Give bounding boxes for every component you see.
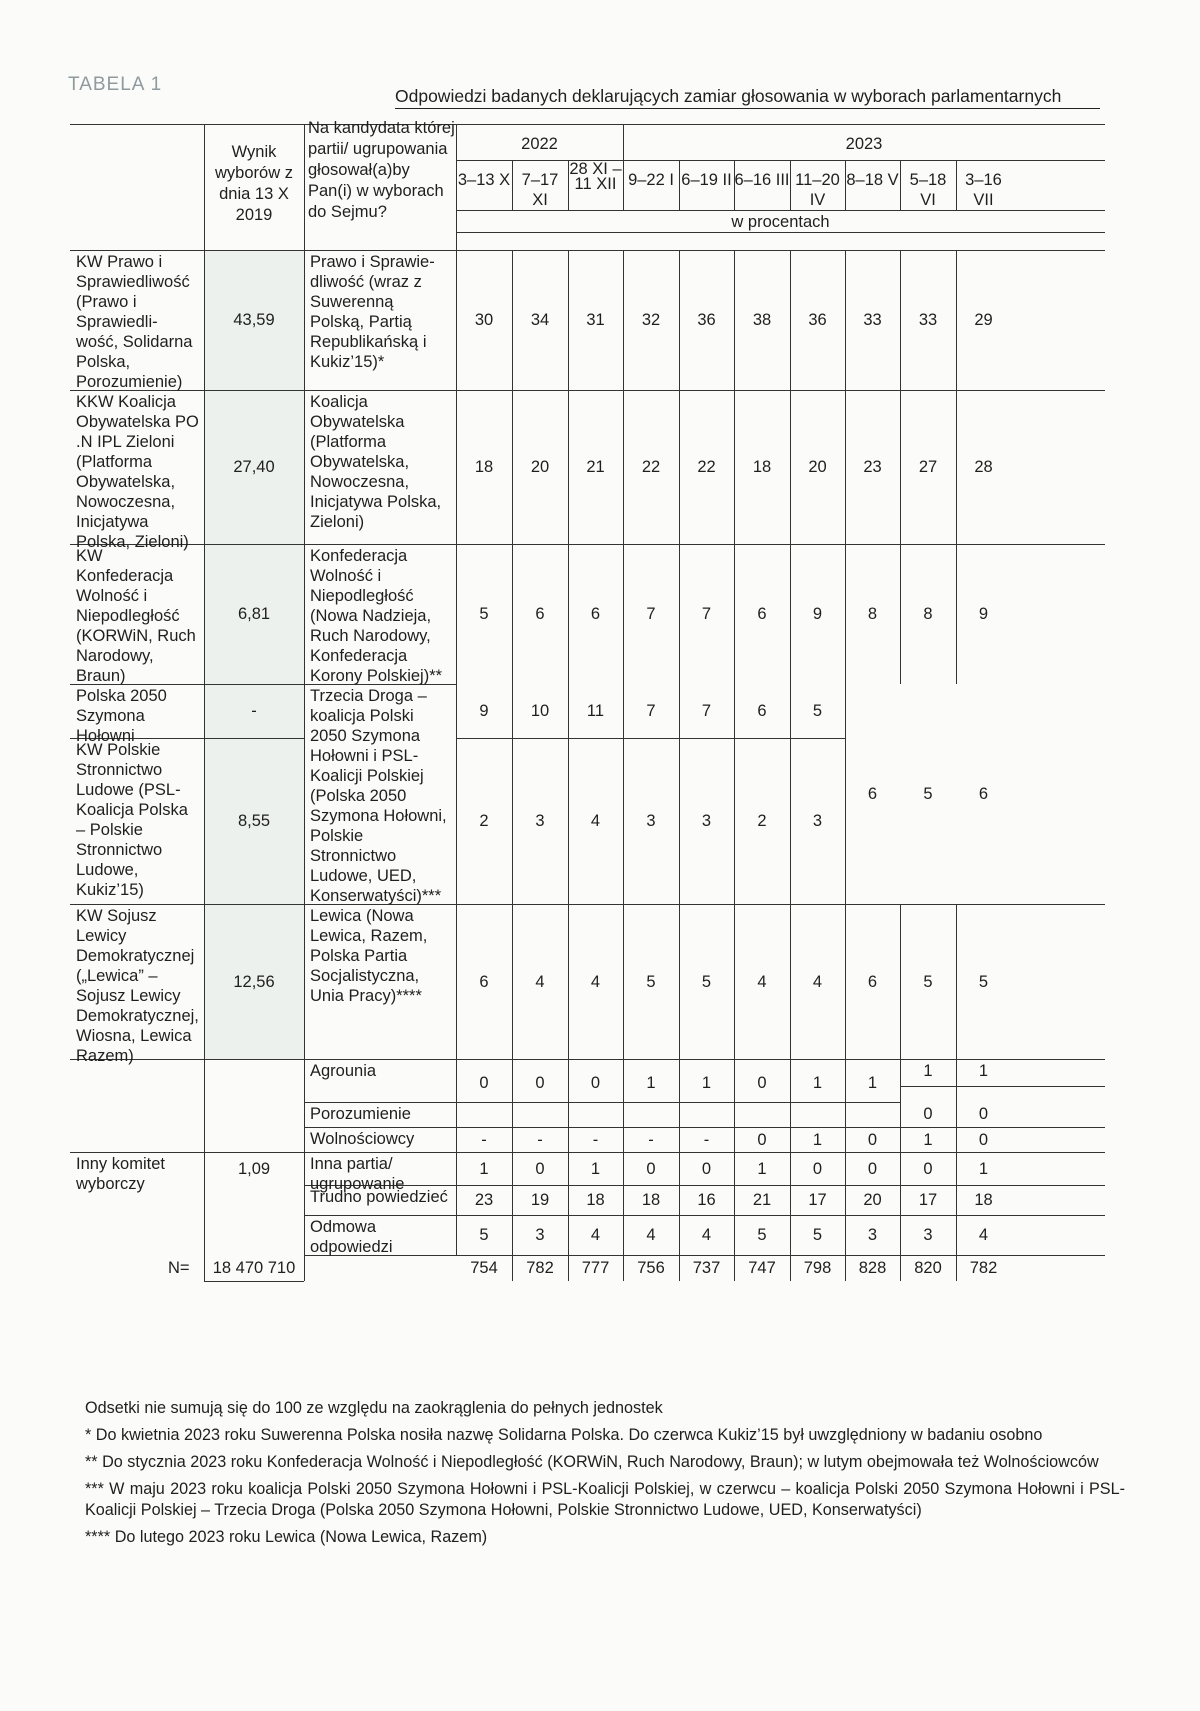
value-cell: 5	[812, 1226, 823, 1244]
value-cell: 20	[808, 458, 827, 476]
period-2: 7–17 XI	[521, 171, 559, 209]
value-cell: 4	[590, 972, 601, 991]
value-cell: 18	[752, 458, 772, 476]
committee-name: Inny komitet wyborczy	[76, 1155, 165, 1193]
election-result: 12,56	[233, 972, 275, 991]
value-cell: 0	[646, 1159, 656, 1178]
totals-value: 782	[969, 1259, 998, 1277]
grid-line-horizontal	[70, 544, 1105, 545]
totals-value: 820	[914, 1259, 942, 1277]
value-cell: 23	[863, 458, 882, 476]
value-cell: 1	[812, 1130, 823, 1149]
party-name: Porozumienie	[310, 1105, 411, 1123]
totals-label: N=	[168, 1259, 190, 1277]
footnote-2: ** Do stycznia 2023 roku Konfederacja Wolność i Niepodległość (KORWiN, Ruch Narodowy, Braun); w lutym obejmowała też Wolnościowców	[85, 1453, 1099, 1471]
value-cell: 6	[535, 605, 545, 623]
value-cell: 5	[757, 1226, 767, 1244]
footnote-3: *** W maju 2023 roku koalicja Polski 2050 Szymona Hołowni i PSL-Koalicji Polskiej, w czerwcu – koalicja Polski 2050 Szymona Hołowni i PSL-Koalicji Polskiej – Trzecia Droga (Polska 2050 Szymona Hołowni, Polskie Stronnictwo Ludowe, UED, Konserwatyści)	[85, 1480, 1125, 1519]
value-cell: 0	[479, 1074, 489, 1092]
value-cell: 7	[646, 605, 656, 623]
value-cell: 34	[530, 311, 550, 329]
grid-line-horizontal	[70, 124, 1105, 125]
grid-line-horizontal	[456, 160, 1105, 161]
value-cell: 28	[974, 458, 993, 476]
value-cell: 9	[978, 605, 989, 623]
value-cell: 7	[701, 605, 712, 623]
totals-value: 828	[858, 1259, 887, 1277]
grid-line-horizontal	[304, 1127, 1105, 1128]
value-cell: 10	[530, 702, 550, 720]
value-cell: 0	[978, 1130, 989, 1149]
value-cell: 18	[474, 458, 494, 476]
value-cell: 3	[701, 812, 712, 830]
value-cell: 0	[535, 1159, 545, 1178]
grid-line-horizontal	[456, 738, 845, 739]
party-name: Trzecia Droga – koalicja Polski 2050 Szymona Hołowni i PSL-Koalicji Polskiej (Polska 2050 Szymona Hołowni, Polskie Stronnictwo Ludowe, UED, Konserwatyści)***	[310, 687, 447, 905]
party-name: Inna partia/ ugrupowanie	[310, 1155, 405, 1193]
year-2023: 2023	[845, 135, 883, 153]
value-cell: 1	[646, 1074, 656, 1092]
value-cell: 5	[923, 972, 933, 991]
value-cell: 6	[867, 972, 878, 991]
party-name: Koalicja Obywatelska (Platforma Obywatelska, Nowoczesna, Inicjatywa Polska, Zieloni)	[310, 393, 442, 531]
result-column-shading	[205, 250, 304, 1059]
value-cell: 2	[757, 812, 767, 830]
value-cell: 0	[812, 1159, 823, 1178]
footnotes	[85, 1398, 1125, 1554]
election-result: 6,81	[237, 605, 271, 623]
value-cell: 33	[863, 311, 882, 329]
value-cell: 21	[752, 1191, 772, 1209]
value-cell: 20	[863, 1191, 882, 1209]
totals-value: 777	[581, 1259, 610, 1277]
totals-value: 747	[748, 1259, 776, 1277]
totals-value: 737	[692, 1259, 721, 1277]
value-cell: 18	[641, 1191, 661, 1209]
value-cell: 33	[918, 311, 938, 329]
party-name: Lewica (Nowa Lewica, Razem, Polska Partia Socjalistyczna, Unia Pracy)****	[310, 907, 428, 1005]
value-cell: 38	[752, 311, 772, 329]
grid-line-horizontal	[70, 1152, 1105, 1153]
value-cell: 29	[974, 311, 993, 329]
year-2022: 2022	[521, 135, 558, 153]
value-cell: 4	[701, 1226, 712, 1244]
committee-name: KW Konfederacja Wolność i Niepodległość (KORWiN, Ruch Narodowy, Braun)	[76, 547, 196, 685]
grid-line-horizontal	[70, 1059, 1105, 1060]
value-cell: 31	[586, 311, 605, 329]
value-cell: 4	[812, 972, 823, 991]
totals-value: 754	[470, 1259, 498, 1277]
footnote-rounding: Odsetki nie sumują się do 100 ze względu na zaokrąglenia do pełnych jednostek	[85, 1399, 663, 1417]
grid-line-horizontal	[70, 390, 1105, 391]
value-cell: 1	[867, 1074, 878, 1092]
table-number: TABELA 1	[68, 74, 163, 95]
footnote-4: **** Do lutego 2023 roku Lewica (Nowa Lewica, Razem)	[85, 1528, 488, 1546]
value-cell: -	[592, 1130, 599, 1149]
value-cell: 7	[646, 702, 656, 720]
grid-line-horizontal	[304, 1215, 1105, 1216]
value-cell: 36	[808, 311, 827, 329]
value-cell: 1	[978, 1159, 989, 1178]
value-cell: 6	[978, 785, 989, 803]
period-6: 6–16 III	[734, 171, 790, 189]
value-cell: 5	[646, 972, 656, 991]
value-cell: 7	[701, 702, 712, 720]
question-column-header: Na kandydata której partii/ ugrupowania głosował(a)by Pan(i) w wyborach do Sejmu?	[308, 119, 455, 221]
period-10: 3–16 VII	[965, 171, 1002, 209]
value-cell: 6	[590, 605, 601, 623]
value-cell: 4	[757, 972, 767, 991]
value-cell: 5	[978, 972, 989, 991]
value-cell: 1	[923, 1130, 933, 1149]
value-cell: 0	[590, 1074, 601, 1092]
value-cell: 9	[812, 605, 823, 623]
value-cell: 23	[474, 1191, 494, 1209]
value-cell: 5	[812, 702, 823, 720]
value-cell: 1	[923, 1062, 933, 1080]
party-name: Konfederacja Wolność i Niepodległość (Nowa Nadzieja, Ruch Narodowy, Konfederacja Korony Polskiej)**	[310, 547, 443, 685]
totals-value: 756	[637, 1259, 665, 1277]
totals-value: 782	[526, 1259, 554, 1277]
party-name: Trudno powiedzieć	[310, 1188, 448, 1206]
footnote-1: * Do kwietnia 2023 roku Suwerenna Polska nosiła nazwę Solidarna Polska. Do czerwca Kukiz’15 był uwzględniony w badaniu osobno	[85, 1426, 1043, 1444]
value-cell: 4	[535, 972, 545, 991]
totals-result: 18 470 710	[212, 1259, 296, 1277]
value-cell: 5	[479, 1226, 489, 1244]
value-cell: 3	[923, 1226, 933, 1244]
value-cell: 0	[701, 1159, 712, 1178]
value-cell: 1	[757, 1159, 767, 1178]
party-name: Agrounia	[310, 1062, 377, 1080]
value-cell: 18	[586, 1191, 605, 1209]
value-cell: 3	[535, 1226, 545, 1244]
grid-line-horizontal	[70, 904, 1105, 905]
election-result: 1,09	[237, 1159, 271, 1178]
value-cell: 19	[530, 1191, 550, 1209]
totals-value: 798	[803, 1259, 832, 1277]
election-result: 8,55	[237, 812, 271, 830]
value-cell: -	[537, 1130, 543, 1149]
value-cell: 16	[697, 1191, 716, 1209]
party-name: Odmowa odpowiedzi	[310, 1218, 393, 1256]
election-result: 27,40	[233, 458, 275, 476]
value-cell: 30	[474, 311, 494, 329]
unit-label: w procentach	[731, 213, 830, 231]
value-cell: 0	[923, 1105, 933, 1123]
value-cell: 0	[923, 1159, 933, 1178]
period-4: 9–22 I	[628, 171, 674, 189]
result-column-header: Wynik wyborów z dnia 13 X 2019	[215, 143, 293, 224]
value-cell: 2	[479, 812, 489, 830]
committee-name: KW Polskie Stronnictwo Ludowe (PSL- Koalicja Polska – Polskie Stronnictwo Ludowe, Kukiz’15)	[76, 741, 188, 899]
grid-line-horizontal	[304, 1102, 900, 1103]
value-cell: 22	[641, 458, 661, 476]
value-cell: 3	[867, 1226, 878, 1244]
period-7: 11–20 IV	[795, 171, 840, 209]
value-cell: 4	[590, 812, 601, 830]
value-cell: 3	[646, 812, 656, 830]
election-result: -	[251, 702, 257, 720]
election-result: 43,59	[233, 311, 275, 329]
value-cell: -	[703, 1130, 710, 1149]
value-cell: 27	[918, 458, 938, 476]
value-cell: 21	[586, 458, 605, 476]
results-table	[70, 119, 1105, 1389]
value-cell: 8	[867, 605, 878, 623]
grid-line-horizontal	[900, 1086, 1105, 1087]
value-cell: 36	[697, 311, 716, 329]
period-9: 5–18 VI	[909, 171, 947, 209]
grid-line-horizontal	[456, 210, 1105, 211]
value-cell: 6	[479, 972, 489, 991]
value-cell: 8	[923, 605, 933, 623]
value-cell: 4	[590, 1226, 601, 1244]
value-cell: 0	[535, 1074, 545, 1092]
value-cell: 0	[757, 1074, 767, 1092]
value-cell: 4	[978, 1226, 989, 1244]
value-cell: 11	[586, 702, 605, 720]
grid-line-horizontal	[204, 1281, 304, 1282]
value-cell: 1	[590, 1159, 601, 1178]
value-cell: 6	[867, 785, 878, 803]
value-cell: 18	[974, 1191, 993, 1209]
value-cell: 0	[757, 1130, 767, 1149]
period-3: 28 XI – 11 XII	[569, 160, 622, 193]
value-cell: -	[648, 1130, 654, 1149]
value-cell: 0	[867, 1159, 878, 1178]
value-cell: 3	[812, 812, 823, 830]
value-cell: 5	[923, 785, 933, 803]
value-cell: 3	[535, 812, 545, 830]
value-cell: 0	[978, 1105, 989, 1123]
value-cell: 1	[701, 1074, 712, 1092]
table-caption: Odpowiedzi badanych deklarujących zamiar głosowania w wyborach parlamentarnych	[395, 86, 1100, 109]
party-name: Wolnościowcy	[310, 1130, 415, 1148]
committee-name: KKW Koalicja Obywatelska PO .N IPL Zieloni (Platforma Obywatelska, Nowoczesna, Inicjatywa Polska, Zieloni)	[76, 393, 199, 551]
value-cell: 4	[646, 1226, 656, 1244]
period-8: 8–18 V	[846, 171, 899, 189]
value-cell: 32	[641, 311, 661, 329]
value-cell: 22	[697, 458, 716, 476]
value-cell: 0	[867, 1130, 878, 1149]
period-1: 3–13 X	[457, 171, 511, 189]
value-cell: -	[481, 1130, 487, 1149]
grid-line-horizontal	[70, 250, 204, 251]
value-cell: 9	[479, 702, 489, 720]
value-cell: 1	[479, 1159, 489, 1178]
value-cell: 17	[918, 1191, 938, 1209]
committee-name: KW Sojusz Lewicy Demokratycznej („Lewica” – Sojusz Lewicy Demokratycznej, Wiosna, Lewica Razem)	[76, 907, 199, 1065]
grid-line-horizontal	[204, 250, 1105, 251]
value-cell: 6	[757, 702, 767, 720]
party-name: Prawo i Sprawie- dliwość (wraz z Suwerenną Polską, Partią Republikańską i Kukiz’15)*	[310, 253, 435, 371]
value-cell: 5	[479, 605, 489, 623]
value-cell: 20	[530, 458, 550, 476]
value-cell: 1	[812, 1074, 823, 1092]
value-cell: 5	[701, 972, 712, 991]
committee-name: KW Prawo i Sprawiedliwość (Prawo i Sprawiedli- wość, Solidarna Polska, Porozumienie)	[76, 253, 193, 391]
period-5: 6–19 II	[681, 171, 732, 189]
value-cell: 1	[978, 1062, 989, 1080]
committee-name: Polska 2050 Szymona Hołowni	[76, 687, 167, 745]
value-cell: 6	[757, 605, 767, 623]
grid-line-vertical	[304, 124, 305, 1281]
value-cell: 17	[808, 1191, 827, 1209]
